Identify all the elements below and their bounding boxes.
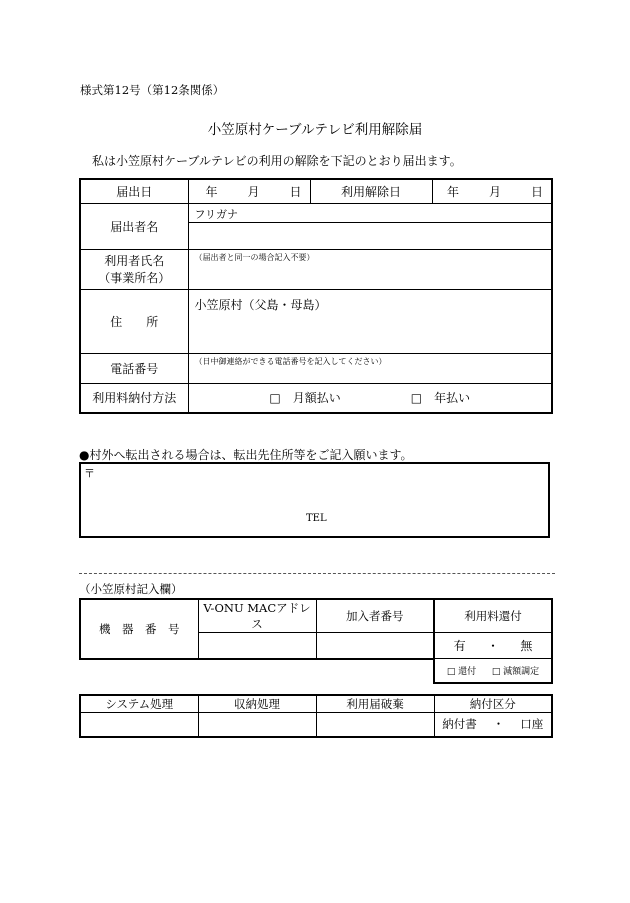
intro-text: 私は小笠原村ケーブルテレビの利用の解除を下記のとおり届出ます。 bbox=[92, 154, 462, 168]
month-label: 月 bbox=[247, 184, 260, 199]
system-processing-field[interactable] bbox=[80, 713, 198, 737]
form-number: 様式第12号（第12条関係） bbox=[80, 83, 225, 97]
payment-category-field bbox=[434, 713, 552, 737]
processing-table bbox=[79, 694, 553, 738]
reduction-checkbox[interactable]: □ 減額調定 bbox=[491, 666, 540, 677]
refund-checkbox[interactable]: □ 還付 bbox=[446, 666, 477, 677]
payment-method-field bbox=[188, 383, 552, 413]
phone-label: 電話番号 bbox=[80, 353, 188, 383]
user-name-note: （届出者と同一の場合記入不要） bbox=[194, 252, 315, 262]
refund-options bbox=[434, 659, 552, 683]
year-label: 年 bbox=[446, 184, 459, 199]
payment-slip-option[interactable]: 納付書 bbox=[442, 717, 477, 732]
address-value: 小笠原村（父島・母島） bbox=[194, 297, 327, 312]
cancel-date-label: 利用解除日 bbox=[310, 179, 432, 203]
refund-yes-option[interactable]: 有 bbox=[453, 639, 466, 653]
subscriber-number-label: 加入者番号 bbox=[316, 599, 434, 633]
refund-separator: ・ bbox=[486, 639, 499, 653]
payment-monthly-checkbox[interactable]: □ 月額払い bbox=[269, 391, 341, 406]
day-label: 日 bbox=[289, 184, 302, 199]
user-name-label-line1: 利用者氏名 bbox=[104, 254, 165, 268]
phone-field[interactable] bbox=[188, 353, 552, 383]
day-label: 日 bbox=[530, 184, 543, 199]
furigana-label: フリガナ bbox=[189, 204, 552, 223]
bank-account-option[interactable]: 口座 bbox=[520, 717, 544, 732]
applicant-name-field[interactable] bbox=[188, 203, 552, 249]
receipt-processing-field[interactable] bbox=[198, 713, 316, 737]
subscriber-number-field[interactable] bbox=[316, 633, 434, 659]
refund-yes-no bbox=[434, 633, 552, 659]
applicant-name-label: 届出者名 bbox=[80, 203, 188, 249]
system-processing-label: システム処理 bbox=[80, 695, 198, 713]
user-name-label-line2: （事業所名） bbox=[98, 271, 171, 285]
submission-date-label: 届出日 bbox=[80, 179, 188, 203]
discard-label: 利用届破棄 bbox=[316, 695, 434, 713]
office-use-table bbox=[79, 598, 553, 684]
mac-address-field[interactable] bbox=[198, 633, 316, 659]
cut-line-divider bbox=[79, 573, 555, 574]
refund-label: 利用料還付 bbox=[434, 599, 552, 633]
tel-label: TEL bbox=[306, 513, 327, 524]
address-field[interactable] bbox=[188, 289, 552, 353]
cancel-date-field[interactable] bbox=[432, 179, 552, 203]
submission-date-field[interactable] bbox=[188, 179, 310, 203]
mac-address-label: V-ONU MACアドレス bbox=[198, 599, 316, 633]
payment-method-label: 利用料納付方法 bbox=[80, 383, 188, 413]
year-label: 年 bbox=[205, 184, 218, 199]
payment-separator: ・ bbox=[492, 717, 505, 732]
office-section-label: （小笠原村記入欄） bbox=[79, 582, 183, 596]
cancellation-form-table bbox=[79, 178, 553, 414]
payment-category-label: 納付区分 bbox=[434, 695, 552, 713]
moving-address-box[interactable] bbox=[79, 462, 550, 538]
user-name-field[interactable] bbox=[188, 249, 552, 289]
payment-yearly-checkbox[interactable]: □ 年払い bbox=[410, 391, 471, 406]
user-name-label bbox=[80, 249, 188, 289]
discard-field[interactable] bbox=[316, 713, 434, 737]
moving-notice: ●村外へ転出される場合は、転出先住所等をご記入願います。 bbox=[79, 448, 413, 462]
postal-mark: 〒 bbox=[84, 467, 95, 480]
month-label: 月 bbox=[488, 184, 501, 199]
address-label: 住 所 bbox=[80, 289, 188, 353]
device-number-label: 機 器 番 号 bbox=[80, 599, 198, 659]
receipt-processing-label: 収納処理 bbox=[198, 695, 316, 713]
form-title: 小笠原村ケーブルテレビ利用解除届 bbox=[207, 122, 423, 138]
phone-note: （日中御連絡ができる電話番号を記入してください） bbox=[194, 356, 387, 366]
refund-no-option[interactable]: 無 bbox=[520, 639, 533, 653]
